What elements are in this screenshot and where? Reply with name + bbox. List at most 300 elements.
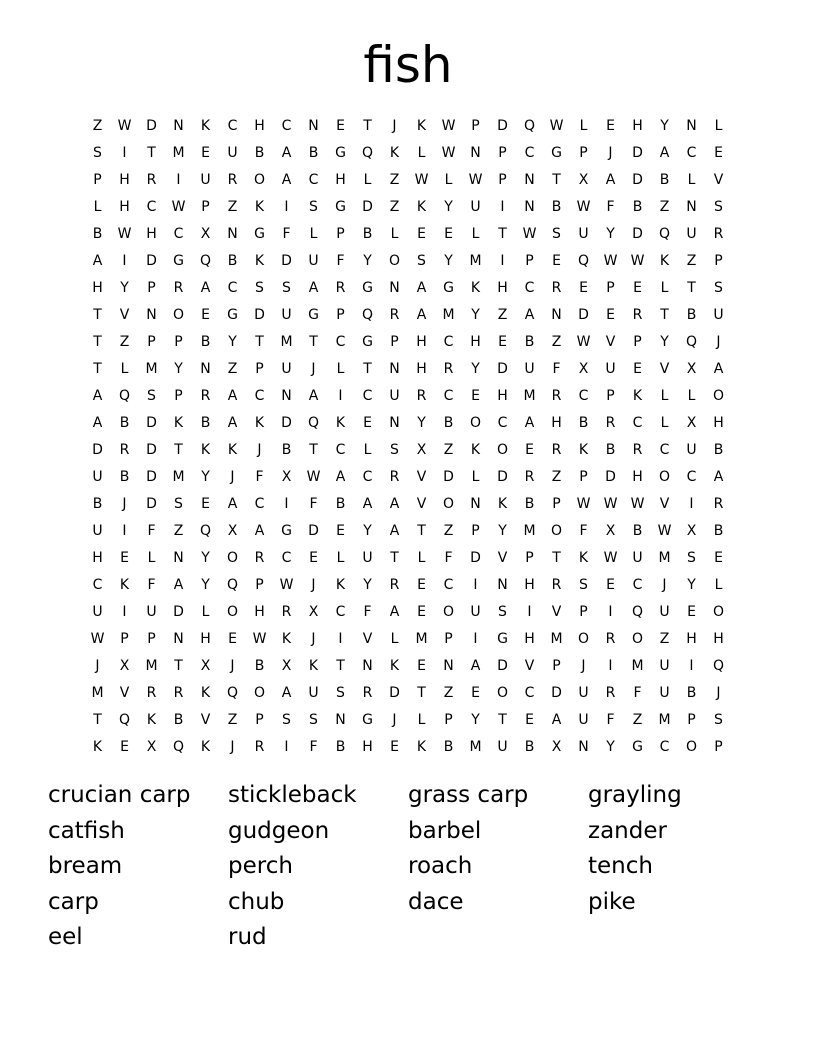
grid-letter: S bbox=[714, 198, 723, 215]
grid-letter: Y bbox=[687, 576, 696, 593]
grid-letter: K bbox=[200, 738, 211, 755]
grid-letter: K bbox=[254, 198, 265, 215]
word-list-item: gudgeon bbox=[228, 817, 330, 844]
grid-letter: H bbox=[92, 279, 103, 296]
grid-letter: V bbox=[659, 495, 670, 512]
grid-letter: V bbox=[119, 684, 130, 701]
grid-letter: E bbox=[471, 684, 480, 701]
grid-letter: T bbox=[390, 549, 399, 566]
grid-letter: X bbox=[227, 522, 238, 539]
grid-letter: L bbox=[417, 549, 426, 566]
grid-letter: B bbox=[173, 711, 184, 728]
grid-letter: C bbox=[524, 279, 535, 296]
word-list-item: grass carp bbox=[408, 782, 529, 808]
grid-letter: J bbox=[230, 657, 235, 674]
word-list-item: barbel bbox=[408, 817, 482, 844]
grid-letter: R bbox=[605, 684, 616, 701]
grid-letter: G bbox=[335, 144, 346, 161]
grid-letter: P bbox=[174, 333, 183, 350]
grid-letter: D bbox=[146, 468, 157, 485]
grid-letter: N bbox=[524, 171, 535, 188]
word-list-item: carp bbox=[48, 888, 99, 915]
grid-letter: P bbox=[714, 738, 723, 755]
grid-letter: V bbox=[119, 306, 130, 323]
grid-letter: P bbox=[93, 171, 102, 188]
grid-letter: H bbox=[632, 468, 643, 485]
grid-letter: Q bbox=[523, 117, 536, 134]
word-list-item: perch bbox=[228, 853, 293, 879]
grid-letter: F bbox=[336, 252, 345, 269]
grid-letter: G bbox=[362, 333, 373, 350]
grid-letter: R bbox=[551, 387, 562, 404]
grid-letter: K bbox=[92, 738, 103, 755]
grid-letter: J bbox=[392, 117, 397, 134]
grid-letter: L bbox=[309, 225, 318, 242]
grid-letter: T bbox=[174, 657, 183, 674]
grid-letter: X bbox=[200, 225, 211, 242]
grid-letter: P bbox=[579, 144, 588, 161]
grid-letter: L bbox=[660, 387, 669, 404]
grid-letter: N bbox=[551, 306, 562, 323]
grid-letter: R bbox=[146, 684, 157, 701]
grid-letter: P bbox=[147, 279, 156, 296]
grid-letter: N bbox=[227, 225, 238, 242]
grid-letter: P bbox=[498, 144, 507, 161]
grid-letter: Y bbox=[363, 522, 372, 539]
grid-letter: I bbox=[500, 252, 505, 269]
grid-letter: B bbox=[632, 522, 643, 539]
grid-letter: A bbox=[200, 279, 211, 296]
grid-letter: P bbox=[174, 387, 183, 404]
grid-letter: C bbox=[308, 171, 319, 188]
grid-letter: W bbox=[603, 252, 618, 269]
grid-letter: J bbox=[311, 630, 316, 647]
grid-letter: Z bbox=[659, 198, 670, 215]
grid-letter: B bbox=[686, 306, 697, 323]
grid-letter: S bbox=[309, 711, 318, 728]
grid-letter: I bbox=[608, 657, 613, 674]
grid-letter: C bbox=[497, 414, 508, 431]
grid-letter: B bbox=[362, 225, 373, 242]
grid-letter: H bbox=[497, 279, 508, 296]
grid-letter: E bbox=[417, 657, 426, 674]
grid-letter: W bbox=[603, 495, 618, 512]
grid-letter: G bbox=[443, 279, 454, 296]
grid-letter: V bbox=[416, 468, 427, 485]
grid-letter: Q bbox=[631, 603, 644, 620]
grid-letter: C bbox=[335, 441, 346, 458]
grid-letter: A bbox=[173, 576, 184, 593]
grid-letter: C bbox=[659, 738, 670, 755]
grid-letter: Y bbox=[606, 225, 615, 242]
grid-letter: S bbox=[498, 603, 507, 620]
grid-letter: D bbox=[497, 468, 508, 485]
grid-letter: P bbox=[336, 306, 345, 323]
grid-letter: K bbox=[254, 414, 265, 431]
grid-letter: U bbox=[92, 522, 103, 539]
grid-letter: S bbox=[336, 684, 345, 701]
grid-letter: I bbox=[338, 387, 343, 404]
grid-letter: Z bbox=[686, 252, 697, 269]
grid-letter: Z bbox=[551, 468, 562, 485]
grid-letter: U bbox=[686, 225, 697, 242]
grid-letter: K bbox=[659, 252, 670, 269]
grid-letter: P bbox=[606, 279, 615, 296]
grid-letter: Z bbox=[389, 198, 400, 215]
grid-letter: B bbox=[119, 414, 130, 431]
grid-letter: C bbox=[686, 144, 697, 161]
grid-letter: B bbox=[308, 144, 319, 161]
grid-letter: I bbox=[122, 252, 127, 269]
grid-letter: A bbox=[92, 252, 103, 269]
grid-letter: P bbox=[579, 603, 588, 620]
grid-letter: N bbox=[389, 360, 400, 377]
grid-letter: R bbox=[200, 387, 211, 404]
grid-letter: D bbox=[254, 306, 265, 323]
grid-letter: A bbox=[659, 144, 670, 161]
grid-letter: T bbox=[309, 441, 318, 458]
grid-letter: L bbox=[336, 549, 345, 566]
grid-letter: W bbox=[441, 144, 456, 161]
grid-letter: D bbox=[146, 495, 157, 512]
word-list-item: catfish bbox=[48, 817, 125, 844]
grid-letter: A bbox=[416, 306, 427, 323]
grid-letter: J bbox=[662, 576, 667, 593]
grid-letter: B bbox=[227, 252, 238, 269]
grid-letter: A bbox=[281, 171, 292, 188]
grid-letter: I bbox=[122, 603, 127, 620]
grid-letter: Y bbox=[363, 252, 372, 269]
grid-letter: H bbox=[119, 198, 130, 215]
grid-letter: A bbox=[254, 522, 265, 539]
grid-letter: O bbox=[253, 171, 266, 188]
grid-letter: Y bbox=[444, 252, 453, 269]
grid-letter: I bbox=[689, 657, 694, 674]
grid-letter: F bbox=[552, 360, 561, 377]
grid-letter: Z bbox=[119, 333, 130, 350]
grid-letter: T bbox=[93, 360, 102, 377]
grid-letter: B bbox=[254, 144, 265, 161]
grid-letter: W bbox=[441, 117, 456, 134]
grid-letter: Y bbox=[444, 198, 453, 215]
grid-letter: M bbox=[631, 657, 644, 674]
grid-letter: R bbox=[254, 549, 265, 566]
grid-letter: O bbox=[496, 441, 509, 458]
grid-letter: T bbox=[255, 333, 264, 350]
grid-letter: A bbox=[335, 468, 346, 485]
grid-letter: R bbox=[389, 306, 400, 323]
grid-letter: P bbox=[147, 630, 156, 647]
grid-letter: Q bbox=[712, 657, 725, 674]
grid-letter: D bbox=[146, 252, 157, 269]
grid-letter: R bbox=[362, 684, 373, 701]
grid-letter: Y bbox=[120, 279, 129, 296]
grid-letter: N bbox=[362, 657, 373, 674]
grid-letter: A bbox=[389, 495, 400, 512]
grid-letter: L bbox=[363, 441, 372, 458]
grid-letter: L bbox=[579, 117, 588, 134]
grid-letter: K bbox=[200, 117, 211, 134]
grid-letter: U bbox=[281, 360, 292, 377]
grid-letter: H bbox=[92, 549, 103, 566]
grid-letter: C bbox=[686, 468, 697, 485]
grid-letter: N bbox=[524, 198, 535, 215]
grid-letter: E bbox=[606, 306, 615, 323]
grid-letter: U bbox=[92, 468, 103, 485]
grid-letter: D bbox=[146, 441, 157, 458]
grid-letter: M bbox=[523, 387, 536, 404]
grid-letter: T bbox=[174, 441, 183, 458]
grid-letter: G bbox=[227, 306, 238, 323]
grid-letter: P bbox=[201, 198, 210, 215]
grid-letter: B bbox=[281, 441, 292, 458]
grid-letter: N bbox=[173, 117, 184, 134]
grid-letter: P bbox=[714, 252, 723, 269]
grid-letter: R bbox=[389, 468, 400, 485]
grid-letter: N bbox=[470, 495, 481, 512]
grid-letter: A bbox=[470, 657, 481, 674]
grid-letter: T bbox=[336, 657, 345, 674]
grid-letter: K bbox=[119, 576, 130, 593]
grid-letter: S bbox=[93, 144, 102, 161]
grid-letter: H bbox=[119, 171, 130, 188]
grid-letter: R bbox=[146, 171, 157, 188]
grid-letter: J bbox=[716, 333, 721, 350]
grid-letter: J bbox=[122, 495, 127, 512]
grid-letter: Q bbox=[226, 684, 239, 701]
grid-letter: H bbox=[713, 630, 724, 647]
grid-letter: C bbox=[254, 495, 265, 512]
grid-letter: E bbox=[201, 144, 210, 161]
grid-letter: N bbox=[443, 657, 454, 674]
grid-letter: R bbox=[605, 414, 616, 431]
grid-letter: K bbox=[146, 711, 157, 728]
grid-letter: M bbox=[442, 306, 455, 323]
grid-letter: V bbox=[605, 333, 616, 350]
grid-letter: W bbox=[576, 333, 591, 350]
grid-letter: I bbox=[608, 603, 613, 620]
grid-letter: B bbox=[524, 738, 535, 755]
grid-letter: W bbox=[549, 117, 564, 134]
grid-letter: M bbox=[658, 549, 671, 566]
grid-letter: E bbox=[525, 711, 534, 728]
grid-letter: L bbox=[390, 225, 399, 242]
grid-letter: P bbox=[525, 252, 534, 269]
grid-letter: Z bbox=[443, 684, 454, 701]
grid-letter: V bbox=[659, 360, 670, 377]
grid-letter: B bbox=[119, 468, 130, 485]
grid-letter: R bbox=[119, 441, 130, 458]
grid-letter: F bbox=[255, 468, 264, 485]
grid-letter: C bbox=[362, 387, 373, 404]
grid-letter: F bbox=[282, 225, 291, 242]
word-list-item: crucian carp bbox=[48, 782, 191, 808]
grid-letter: Z bbox=[551, 333, 562, 350]
letter-grid bbox=[84, 112, 732, 760]
grid-letter: E bbox=[552, 252, 561, 269]
grid-letter: B bbox=[686, 684, 697, 701]
grid-letter: E bbox=[714, 144, 723, 161]
grid-letter: G bbox=[254, 225, 265, 242]
grid-letter: T bbox=[363, 117, 372, 134]
grid-letter: C bbox=[254, 387, 265, 404]
grid-letter: P bbox=[255, 360, 264, 377]
grid-letter: H bbox=[524, 630, 535, 647]
grid-letter: N bbox=[578, 738, 589, 755]
grid-letter: Y bbox=[228, 333, 237, 350]
grid-letter: R bbox=[227, 171, 238, 188]
grid-letter: O bbox=[442, 603, 455, 620]
grid-letter: B bbox=[443, 414, 454, 431]
grid-letter: Q bbox=[172, 738, 185, 755]
grid-letter: W bbox=[414, 171, 429, 188]
grid-letter: Q bbox=[685, 333, 698, 350]
grid-letter: X bbox=[416, 441, 427, 458]
grid-letter: G bbox=[308, 306, 319, 323]
grid-letter: I bbox=[284, 738, 289, 755]
grid-letter: K bbox=[389, 657, 400, 674]
grid-letter: G bbox=[551, 144, 562, 161]
grid-letter: L bbox=[660, 414, 669, 431]
grid-letter: H bbox=[335, 171, 346, 188]
grid-letter: E bbox=[417, 603, 426, 620]
grid-letter: D bbox=[497, 360, 508, 377]
grid-letter: P bbox=[579, 468, 588, 485]
grid-letter: C bbox=[227, 279, 238, 296]
grid-letter: N bbox=[200, 360, 211, 377]
grid-letter: Q bbox=[199, 252, 212, 269]
grid-letter: T bbox=[93, 333, 102, 350]
grid-letter: U bbox=[632, 549, 643, 566]
grid-letter: H bbox=[551, 414, 562, 431]
grid-letter: C bbox=[524, 144, 535, 161]
grid-letter: L bbox=[417, 144, 426, 161]
grid-letter: Z bbox=[659, 630, 670, 647]
grid-letter: X bbox=[551, 738, 562, 755]
grid-letter: T bbox=[93, 711, 102, 728]
word-list-item: bream bbox=[48, 853, 123, 879]
grid-letter: I bbox=[122, 144, 127, 161]
grid-letter: N bbox=[281, 387, 292, 404]
grid-letter: S bbox=[417, 252, 426, 269]
grid-letter: O bbox=[442, 495, 455, 512]
grid-letter: W bbox=[117, 117, 132, 134]
word-list-item: chub bbox=[228, 888, 285, 915]
grid-letter: C bbox=[443, 333, 454, 350]
grid-letter: R bbox=[632, 306, 643, 323]
grid-letter: I bbox=[527, 603, 532, 620]
grid-letter: C bbox=[335, 603, 346, 620]
grid-letter: B bbox=[443, 738, 454, 755]
grid-letter: W bbox=[603, 549, 618, 566]
grid-letter: Y bbox=[498, 522, 507, 539]
grid-letter: H bbox=[254, 117, 265, 134]
grid-letter: K bbox=[578, 549, 589, 566]
grid-letter: I bbox=[500, 198, 505, 215]
grid-letter: D bbox=[497, 657, 508, 674]
grid-letter: F bbox=[606, 198, 615, 215]
grid-letter: S bbox=[282, 279, 291, 296]
grid-letter: D bbox=[308, 522, 319, 539]
grid-letter: G bbox=[335, 198, 346, 215]
grid-letter: E bbox=[336, 117, 345, 134]
grid-letter: G bbox=[497, 630, 508, 647]
grid-letter: U bbox=[470, 198, 481, 215]
grid-letter: Z bbox=[443, 441, 454, 458]
grid-letter: O bbox=[685, 738, 698, 755]
grid-letter: K bbox=[416, 198, 427, 215]
grid-letter: E bbox=[579, 279, 588, 296]
grid-letter: B bbox=[254, 657, 265, 674]
grid-letter: A bbox=[551, 711, 562, 728]
grid-letter: D bbox=[146, 117, 157, 134]
grid-letter: B bbox=[524, 495, 535, 512]
grid-letter: C bbox=[443, 387, 454, 404]
grid-letter: E bbox=[606, 576, 615, 593]
grid-letter: W bbox=[306, 468, 321, 485]
grid-letter: P bbox=[552, 495, 561, 512]
grid-letter: H bbox=[200, 630, 211, 647]
word-list bbox=[48, 778, 768, 956]
grid-letter: W bbox=[576, 198, 591, 215]
word-list-item: tench bbox=[588, 853, 653, 879]
grid-letter: X bbox=[281, 657, 292, 674]
grid-letter: M bbox=[469, 252, 482, 269]
grid-letter: E bbox=[363, 414, 372, 431]
grid-letter: Z bbox=[632, 711, 643, 728]
grid-letter: U bbox=[146, 603, 157, 620]
grid-letter: D bbox=[362, 198, 373, 215]
grid-letter: K bbox=[200, 441, 211, 458]
grid-letter: B bbox=[200, 333, 211, 350]
word-list-item: dace bbox=[408, 888, 464, 915]
grid-letter: N bbox=[686, 198, 697, 215]
grid-letter: K bbox=[281, 630, 292, 647]
grid-letter: E bbox=[309, 549, 318, 566]
grid-letter: N bbox=[335, 711, 346, 728]
grid-letter: F bbox=[444, 549, 453, 566]
grid-letter: L bbox=[687, 387, 696, 404]
grid-letter: E bbox=[120, 738, 129, 755]
grid-letter: D bbox=[173, 603, 184, 620]
grid-letter: C bbox=[92, 576, 103, 593]
grid-letter: J bbox=[311, 576, 316, 593]
grid-letter: B bbox=[92, 495, 103, 512]
grid-letter: K bbox=[470, 279, 481, 296]
grid-letter: R bbox=[281, 603, 292, 620]
grid-letter: T bbox=[552, 549, 561, 566]
grid-letter: J bbox=[257, 441, 262, 458]
grid-letter: S bbox=[552, 225, 561, 242]
grid-letter: M bbox=[280, 333, 293, 350]
grid-letter: V bbox=[362, 630, 373, 647]
grid-letter: T bbox=[147, 144, 156, 161]
grid-letter: N bbox=[146, 306, 157, 323]
grid-letter: F bbox=[633, 684, 642, 701]
grid-letter: M bbox=[550, 630, 563, 647]
grid-letter: N bbox=[686, 117, 697, 134]
grid-letter: D bbox=[281, 414, 292, 431]
grid-letter: W bbox=[522, 225, 537, 242]
grid-letter: E bbox=[336, 522, 345, 539]
grid-letter: V bbox=[416, 495, 427, 512]
grid-letter: E bbox=[228, 630, 237, 647]
grid-letter: R bbox=[173, 684, 184, 701]
grid-letter: Y bbox=[174, 360, 183, 377]
grid-letter: B bbox=[713, 441, 724, 458]
grid-letter: Y bbox=[471, 306, 480, 323]
grid-letter: X bbox=[146, 738, 157, 755]
